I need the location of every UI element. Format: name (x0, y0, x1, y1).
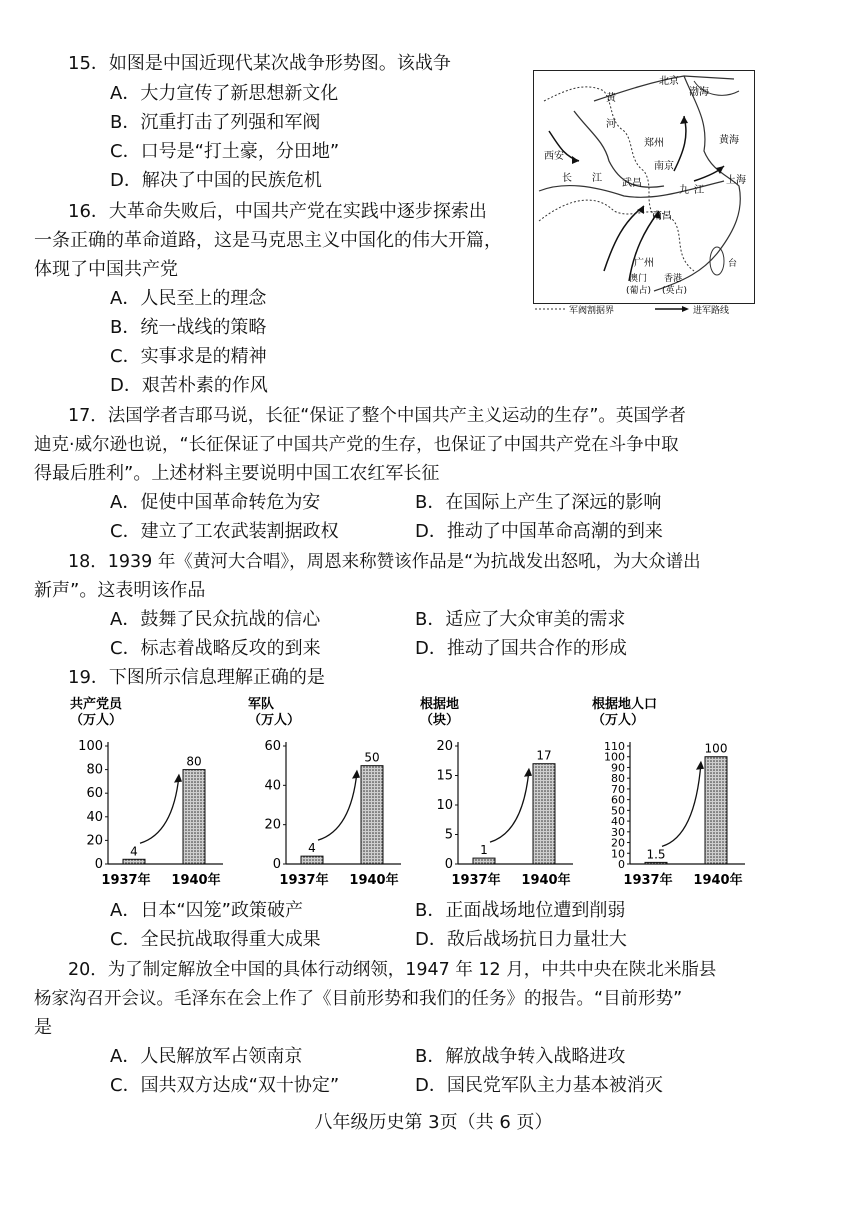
q19-option-a: A．日本“囚笼”政策破产 (110, 900, 303, 921)
data-label: 1 (480, 843, 488, 858)
y-tick-label: 80 (86, 762, 103, 778)
bar (473, 858, 495, 864)
growth-arrow (318, 772, 357, 840)
growth-arrowhead (524, 768, 532, 777)
x-tick-label: 1937年 (451, 873, 501, 888)
q15-option-a: A．大力宣传了新思想新文化 (110, 83, 339, 104)
chart-ylabel: （块） (420, 713, 460, 728)
y-tick-label: 20 (86, 833, 103, 849)
data-label: 50 (364, 750, 380, 765)
growth-arrow (490, 770, 529, 842)
chart-base-areas (418, 694, 583, 898)
y-tick-label: 20 (611, 836, 625, 850)
chart-army (246, 694, 411, 898)
map-label-hongkong: 香港 (664, 274, 683, 284)
y-tick-label: 15 (436, 768, 453, 784)
q17-stem-line-2: 迪克·威尔逊也说，“长征保证了中国共产党的生存，也保证了中国共产党在斗争中取 (34, 435, 679, 455)
y-tick-label: 100 (78, 739, 103, 754)
y-tick-label: 10 (436, 798, 453, 813)
q20-stem-line-3: 是 (34, 1017, 52, 1038)
y-tick-label: 5 (444, 827, 453, 843)
q17-stem-line-1: 17．法国学者吉耶马说，长征“保证了整个中国共产主义运动的生存”。英国学者 (68, 406, 686, 426)
chart-ylabel: （万人） (248, 713, 301, 728)
map-label-beijing: 北京 (659, 76, 679, 87)
q20-stem-line-2: 杨家沟召开会议。毛泽东在会上作了《目前形势和我们的任务》的报告。“目前形势” (34, 989, 683, 1009)
chart-ylabel: （万人） (70, 713, 123, 728)
chart-party-members (68, 694, 233, 898)
q19-option-c: C．全民抗战取得重大成果 (110, 929, 321, 950)
bar (645, 862, 667, 864)
chart-svg (246, 694, 411, 894)
y-tick-label: 90 (611, 761, 625, 775)
chart-base-population (590, 694, 755, 898)
q18-option-b: B．适应了大众审美的需求 (415, 609, 626, 630)
y-tick-label: 0 (618, 858, 625, 871)
q19-option-d: D．敌后战场抗日力量壮大 (415, 929, 627, 950)
chart-title: 共产党员 (70, 697, 123, 712)
data-label: 100 (704, 741, 728, 756)
map-label-nanjing: 南京 (654, 161, 674, 172)
chart-title: 根据地人口 (592, 697, 658, 712)
legend-route-label: 进军路线 (693, 306, 730, 316)
y-tick-label: 70 (611, 782, 625, 796)
q15-option-c: C．口号是“打土豪，分田地” (110, 141, 340, 162)
q20-stem-line-1: 20．为了制定解放全中国的具体行动纲领，1947 年 12 月，中共中央在陕北米脂县 (68, 960, 717, 980)
map-label-pu: (葡占) (626, 286, 652, 296)
y-tick-label: 60 (611, 793, 625, 807)
q18-option-a: A．鼓舞了民众抗战的信心 (110, 609, 321, 630)
data-label: 17 (536, 748, 552, 763)
x-tick-label: 1940年 (521, 873, 571, 888)
q15-option-b: B．沉重打击了列强和军阀 (110, 112, 321, 133)
bar (301, 856, 323, 864)
y-tick-label: 80 (611, 772, 625, 786)
q16-stem-line-3: 体现了中国共产党 (34, 259, 178, 280)
q20-option-c: C．国共双方达成“双十协定” (110, 1075, 340, 1096)
chart-title: 根据地 (420, 697, 460, 712)
data-label: 4 (130, 844, 138, 859)
y-tick-label: 60 (86, 786, 103, 802)
y-tick-label: 0 (444, 857, 453, 872)
q16-option-a: A．人民至上的理念 (110, 288, 267, 309)
q18-stem-line-1: 18．1939 年《黄河大合唱》，周恩来称赞该作品是“为抗战发出怒吼，为大众谱出 (68, 552, 701, 572)
data-label: 1.5 (646, 847, 666, 862)
x-tick-label: 1937年 (101, 873, 151, 888)
chart-svg (68, 694, 233, 894)
q15-option-d: D．解决了中国的民族危机 (110, 170, 322, 191)
q16-option-b: B．统一战线的策略 (110, 317, 267, 338)
q17-option-a: A．促使中国革命转危为安 (110, 492, 321, 513)
y-tick-label: 0 (272, 857, 281, 872)
chart-title: 军队 (248, 697, 275, 712)
q16-stem-line-1: 16．大革命失败后，中国共产党在实践中逐步探索出 (68, 201, 487, 222)
y-tick-label: 30 (611, 825, 625, 839)
q17-option-c: C．建立了工农武装割据政权 (110, 521, 339, 542)
x-tick-label: 1940年 (171, 873, 221, 888)
growth-arrow (140, 776, 179, 844)
y-tick-label: 0 (94, 857, 103, 872)
chart-ylabel: （万人） (592, 713, 645, 728)
map-label-jiang: 江 (592, 173, 602, 184)
growth-arrowhead (696, 761, 704, 770)
x-tick-label: 1937年 (623, 873, 673, 888)
map-label-guangzhou: 广州 (634, 258, 654, 269)
map-legend (533, 302, 773, 319)
q16-option-c: C．实事求是的精神 (110, 346, 267, 367)
map-label-ying: (英占) (662, 286, 688, 296)
growth-arrowhead (174, 774, 182, 783)
map-label-xian: 西安 (544, 151, 564, 162)
growth-arrow (662, 763, 701, 847)
y-tick-label: 110 (604, 740, 625, 753)
q20-option-d: D．国民党军队主力基本被消灭 (415, 1075, 663, 1096)
map-label-zhengzhou: 郑州 (644, 138, 664, 149)
x-tick-label: 1940年 (349, 873, 399, 888)
chart-svg (590, 694, 755, 894)
q20-option-a: A．人民解放军占领南京 (110, 1046, 303, 1067)
q17-option-b: B．在国际上产生了深远的影响 (415, 492, 662, 513)
y-tick-label: 50 (611, 804, 625, 818)
map-drawing (534, 71, 754, 303)
q19-stem: 19．下图所示信息理解正确的是 (68, 667, 325, 688)
page-footer: 八年级历史第 3页（共 6 页） (314, 1112, 553, 1133)
map-legend-drawing (533, 302, 773, 316)
map-label-jiang2: 江 (694, 185, 704, 196)
map-label-huang: 黄 (606, 93, 616, 104)
data-label: 4 (308, 841, 316, 856)
y-tick-label: 40 (264, 778, 281, 794)
q16-option-d: D．艰苦朴素的作风 (110, 375, 268, 396)
q19-option-b: B．正面战场地位遭到削弱 (415, 900, 626, 921)
bar (361, 766, 383, 864)
q20-option-b: B．解放战争转入战略进攻 (415, 1046, 626, 1067)
q15-stem: 15．如图是中国近现代某次战争形势图。该战争 (68, 53, 451, 74)
map-label-bohai: 渤海 (689, 87, 709, 98)
bar (705, 757, 727, 864)
map-label-shanghai: 上海 (726, 175, 746, 186)
map-label-taiwan: 台 (728, 259, 738, 269)
q18-stem-line-2: 新声”。这表明该作品 (34, 580, 206, 601)
map-label-chang: 长 (562, 173, 572, 184)
map-label-jiu: 九 (679, 185, 689, 196)
y-tick-label: 40 (86, 809, 103, 825)
y-tick-label: 40 (611, 815, 625, 829)
war-situation-map (533, 70, 755, 304)
x-tick-label: 1937年 (279, 873, 329, 888)
map-label-wuchang: 武昌 (622, 178, 642, 189)
map-label-macau: 澳门 (629, 274, 648, 284)
y-tick-label: 10 (611, 847, 625, 861)
y-tick-label: 20 (436, 739, 453, 754)
map-label-nanchang: 南昌 (652, 211, 672, 222)
q16-stem-line-2: 一条正确的革命道路，这是马克思主义中国化的伟大开篇， (34, 230, 502, 251)
map-label-he: 河 (606, 119, 616, 130)
q17-stem-line-3: 得最后胜利”。上述材料主要说明中国工农红军长征 (34, 463, 440, 484)
q17-option-d: D．推动了中国革命高潮的到来 (415, 521, 663, 542)
y-tick-label: 60 (264, 739, 281, 754)
q18-option-c: C．标志着战略反攻的到来 (110, 638, 321, 659)
y-tick-label: 100 (604, 750, 625, 764)
data-label: 80 (186, 754, 202, 769)
legend-boundary-label: 军阀割据界 (569, 306, 615, 316)
growth-arrowhead (352, 770, 360, 779)
chart-svg (418, 694, 583, 894)
y-tick-label: 20 (264, 817, 281, 833)
bar (533, 764, 555, 864)
x-tick-label: 1940年 (693, 873, 743, 888)
q18-option-d: D．推动了国共合作的形成 (415, 638, 627, 659)
bar (183, 770, 205, 864)
map-label-huanghai: 黄海 (719, 135, 739, 146)
bar (123, 859, 145, 864)
